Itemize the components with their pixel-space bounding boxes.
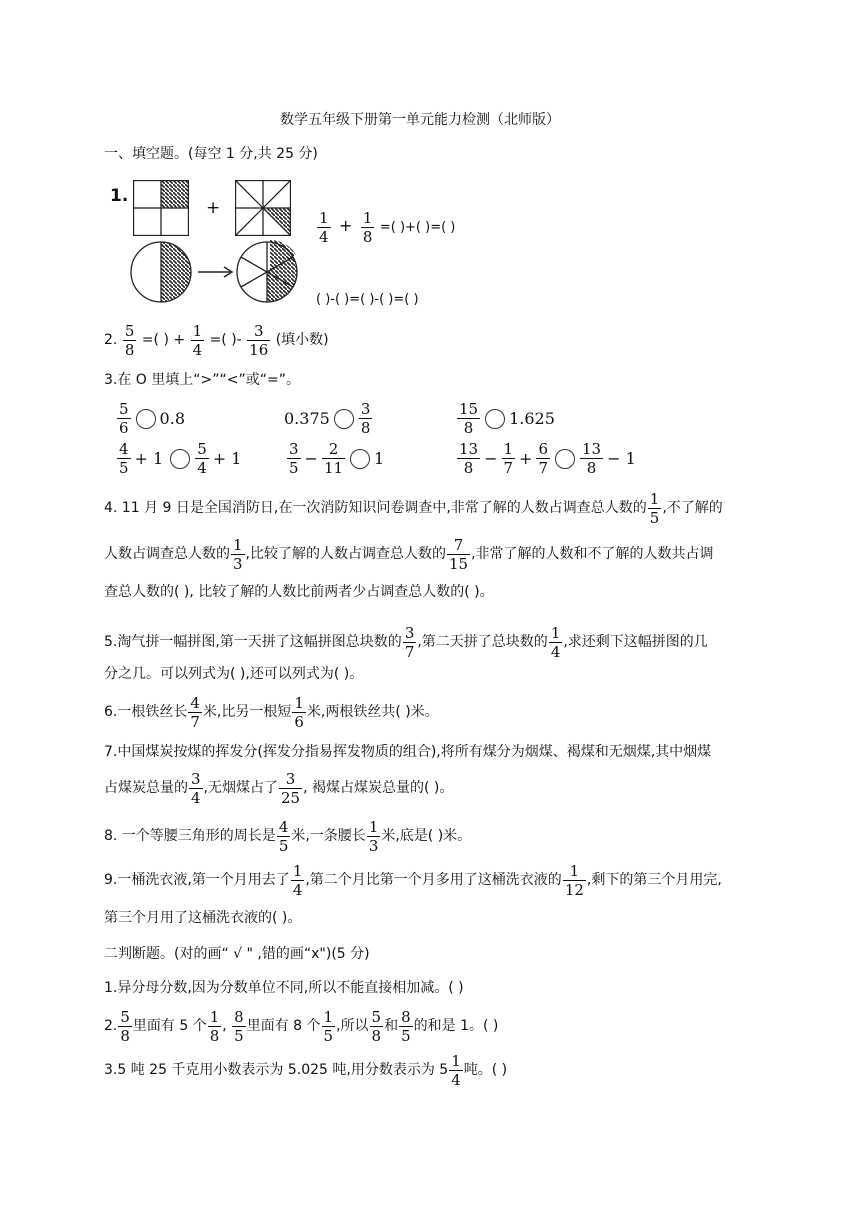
q9-line-2[interactable]: 第三个月用了这桶洗衣液的( )。 <box>104 910 302 926</box>
q1-number: 1. <box>110 186 129 206</box>
q7-line-1: 7.中国煤炭按煤的挥发分(挥发分指易挥发物质的组合),将所有煤分为烟煤、褐煤和无烟煤,其中烟煤 <box>104 744 712 760</box>
fraction-1-8: $\frac{1}{8}$ <box>362 208 373 246</box>
fraction-1-4: $\frac{1}{4}$ <box>319 208 329 246</box>
compare-circle[interactable] <box>555 449 575 469</box>
fraction-1-4: $\frac{1}{4}$ <box>192 321 203 359</box>
section1-heading: 一、填空题。(每空 1 分,共 25 分) <box>104 146 318 162</box>
compare-circle[interactable] <box>170 449 190 469</box>
q1-eq1-blanks[interactable]: =( )+( )=( ) <box>379 220 456 235</box>
q4-line-1: 4. 11 月 9 日是全国消防日,在一次消防知识问卷调查中,非常了解的人数占调查总人数的 $\frac{1}{5}$ ,不了解的 <box>104 489 723 527</box>
q1-circle-sectors-figure <box>235 238 303 306</box>
compare-circle[interactable] <box>334 409 354 429</box>
compare-circle[interactable] <box>350 449 370 469</box>
fraction-3-16: $\frac{3}{16}$ <box>249 321 269 359</box>
q2-line: 2. $\frac{5}{8}$ =( ) + $\frac{1}{4}$ =( )- $\frac{3}{16}$ (填小数) <box>104 321 329 359</box>
q6-line[interactable]: 6.一根铁丝长 $\frac{4}{7}$ 米,比另一根短 $\frac{1}{6}$ 米,两根铁丝共( )米。 <box>104 693 439 731</box>
q3-compare-5: 3 5 − $\frac{2}{11}$ 1 <box>289 440 385 477</box>
section2-heading: 二判断题。(对的画“ √ " ,错的画“x")(5 分) <box>104 946 370 962</box>
q9-line-1: 9.一桶洗衣液,第一个月用去了 $\frac{1}{4}$ ,第二个月比第一个月多用了这桶洗衣液的 $\frac{1}{12}$ ,剩下的第三个月用完, <box>104 861 722 899</box>
judge-3[interactable]: 3.5 吨 25 千克用小数表示为 5.025 吨,用分数表示为 5 $\frac{1}{4}$ 吨。( ) <box>104 1051 508 1089</box>
q3-compare-2: 0.375 3 8 <box>284 400 371 437</box>
q5-line-1: 5.淘气拼一幅拼图,第一天拼了这幅拼图总块数的 $\frac{3}{7}$ ,第二天拼了总块数的 $\frac{1}{4}$ ,求还剩下这幅拼图的几 <box>104 623 708 661</box>
q3-compare-3: 15 8 1.625 <box>459 400 555 437</box>
q1-equation-1: $\frac{1}{4}$ + $\frac{1}{8}$ =( )+( )=( ) <box>319 208 456 246</box>
q5-line-2[interactable]: 分之几。可以列式为( ),还可以列式为( )。 <box>104 666 364 682</box>
q8-line[interactable]: 8. 一个等腰三角形的周长是 $\frac{4}{5}$ 米,一条腰长 $\frac{1}{3}$ 米,底是( )米。 <box>104 817 472 855</box>
q3-instruction: 3.在 O 里填上“>”“<”或“=”。 <box>104 372 300 388</box>
fraction-5-8: $\frac{5}{8}$ <box>124 321 135 359</box>
judge-1[interactable]: 1.异分母分数,因为分数单位不同,所以不能直接相加减。( ) <box>104 980 464 996</box>
q3-compare-4: 4 5 + 1 5 4 + 1 <box>119 440 242 477</box>
q4-line-2: 人数占调查总人数的 $\frac{1}{3}$ ,比较了解的人数占调查总人数的 $\frac{7}{15}$ ,非常了解的人数和不了解的人数共占调 <box>104 535 714 573</box>
q3-compare-1: 5 6 0.8 <box>119 400 185 437</box>
judge-2[interactable]: 2. $\frac{5}{8}$ 里面有 5 个 $\frac{1}{8}$ , $\frac{8}{5}$ 里面有 8 个 $\frac{1}{5}$ ,所以 $\frac{5}{8}$ 和 $\frac{8}{5}$ 的和是 1。( ) <box>104 1007 499 1045</box>
q1-equation-2[interactable]: ( )-( )=( )-( )=( ) <box>316 292 419 307</box>
page-title: 数学五年级下册第一单元能力检测（北师版） <box>280 112 560 128</box>
q1-plus-sign: + <box>206 198 221 218</box>
q2-blank-1[interactable]: =( ) + <box>141 332 186 348</box>
compare-circle[interactable] <box>485 409 505 429</box>
q1-circle-half-figure <box>129 240 193 304</box>
q7-line-2[interactable]: 占煤炭总量的 $\frac{3}{4}$ ,无烟煤占了 $\frac{3}{25}$ , 褐煤占煤炭总量的( )。 <box>104 769 454 807</box>
compare-circle[interactable] <box>136 409 156 429</box>
arrow-icon <box>196 264 236 280</box>
q1-square-eighth-figure <box>235 180 291 236</box>
q3-compare-6: 13 8 − $\frac{1}{7}$ + $\frac{6}{7}$ 13 8 − 1 <box>459 440 636 477</box>
q1-square-quarter-figure <box>133 180 189 236</box>
q4-line-3[interactable]: 查总人数的( ), 比较了解的人数比前两者少占调查总人数的( )。 <box>104 584 494 600</box>
q2-blank-2[interactable]: =( )- <box>209 332 242 348</box>
